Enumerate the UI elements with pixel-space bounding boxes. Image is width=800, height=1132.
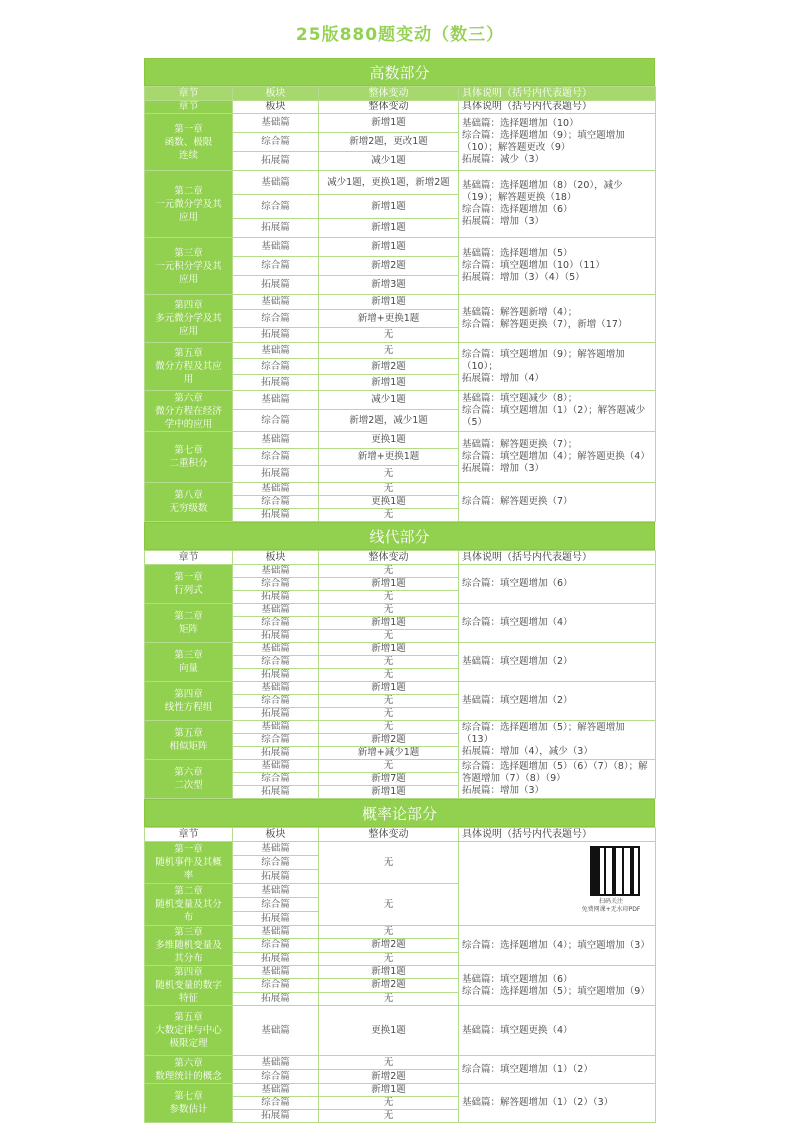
block-label: 综合篇 [233, 310, 319, 328]
block-label: 基础篇 [233, 884, 319, 898]
block-label: 拓展篇 [233, 591, 319, 604]
table-row [145, 114, 656, 133]
change-summary: 无 [319, 591, 459, 604]
detail-text: 基础篇：填空题减少（8）； 综合篇：填空题增加（1）（2）；解答题减少（5） [459, 391, 656, 432]
block-label: 综合篇 [233, 656, 319, 669]
table-row [145, 391, 656, 410]
change-summary: 新增2题 [319, 257, 459, 276]
chapter-title: 第一章 行列式 [145, 565, 233, 604]
column-header: 整体变动 [319, 828, 459, 842]
block-label: 基础篇 [233, 842, 319, 856]
block-label: 基础篇 [233, 721, 319, 734]
detail-text: 基础篇：选择题增加（8）（20），减少（19）；解答题更换（18） 综合篇：选择题增加（6） 拓展篇：增加（3） [459, 171, 656, 238]
change-table [144, 58, 655, 1123]
block-label: 综合篇 [233, 979, 319, 992]
table-row [145, 643, 656, 656]
chapter-title: 第五章 大数定律与中心 极限定理 [145, 1006, 233, 1056]
change-summary: 新增2题 [319, 359, 459, 375]
chapter-title: 第四章 线性方程组 [145, 682, 233, 721]
change-summary: 无 [319, 565, 459, 578]
block-label: 基础篇 [233, 682, 319, 695]
change-summary: 无 [319, 842, 459, 884]
block-label: 基础篇 [233, 171, 319, 195]
chapter-title: 第七章 二重积分 [145, 432, 233, 483]
change-summary: 更换1题 [319, 432, 459, 449]
table-row [145, 1084, 656, 1097]
block-label: 基础篇 [233, 238, 319, 257]
table-row [145, 171, 656, 195]
chapter-title: 第四章 随机变量的数字 特征 [145, 966, 233, 1006]
change-summary: 无 [319, 656, 459, 669]
detail-text: 基础篇：填空题更换（4） [459, 1006, 656, 1056]
change-summary: 无 [319, 343, 459, 359]
change-summary: 新增1题 [319, 295, 459, 310]
column-header: 章节 [145, 101, 233, 114]
column-header: 板块 [233, 87, 319, 101]
change-summary: 更换1题 [319, 496, 459, 509]
change-summary: 无 [319, 695, 459, 708]
change-summary: 新增1题 [319, 1084, 459, 1097]
change-summary: 新增+更换1题 [319, 310, 459, 328]
block-label: 基础篇 [233, 1056, 319, 1070]
block-label: 拓展篇 [233, 152, 319, 171]
detail-text: 综合篇：填空题增加（4） [459, 604, 656, 643]
detail-text [459, 842, 656, 926]
block-label: 拓展篇 [233, 509, 319, 522]
qr-code-icon[interactable] [590, 846, 640, 896]
block-label: 拓展篇 [233, 276, 319, 295]
block-label: 基础篇 [233, 343, 319, 359]
column-header: 板块 [233, 101, 319, 114]
block-label: 综合篇 [233, 695, 319, 708]
column-header: 具体说明（括号内代表题号） [459, 101, 656, 114]
table-row [145, 966, 656, 979]
block-label: 拓展篇 [233, 912, 319, 926]
block-label: 综合篇 [233, 856, 319, 870]
block-label: 综合篇 [233, 410, 319, 432]
chapter-title: 第六章 二次型 [145, 760, 233, 799]
section-title: 线代部分 [144, 522, 655, 550]
chapter-title: 第三章 一元积分学及其 应用 [145, 238, 233, 295]
table-row [145, 1056, 656, 1070]
detail-text: 基础篇：解答题新增（4）； 综合篇：解答题更换（7），新增（17） [459, 295, 656, 343]
change-summary: 无 [319, 926, 459, 939]
table-row [145, 295, 656, 310]
table-row [145, 432, 656, 449]
block-label: 基础篇 [233, 432, 319, 449]
change-summary: 无 [319, 1097, 459, 1110]
column-header: 具体说明（括号内代表题号） [459, 87, 656, 101]
change-summary: 新增1题 [319, 578, 459, 591]
column-header: 具体说明（括号内代表题号） [459, 828, 656, 842]
change-summary: 新增2题 [319, 939, 459, 952]
block-label: 基础篇 [233, 604, 319, 617]
detail-text: 基础篇：解答题增加（1）（2）（3） [459, 1084, 656, 1123]
change-summary: 新增+更换1题 [319, 449, 459, 466]
change-summary: 新增2题 [319, 1070, 459, 1084]
chapter-title: 第四章 多元微分学及其 应用 [145, 295, 233, 343]
change-summary: 新增2题 [319, 734, 459, 747]
section-title: 概率论部分 [144, 799, 655, 827]
block-label: 综合篇 [233, 359, 319, 375]
block-label: 拓展篇 [233, 1110, 319, 1123]
detail-text: 综合篇：选择题增加（5）；解答题增加（13） 拓展篇：增加（4），减少（3） [459, 721, 656, 760]
change-summary: 无 [319, 328, 459, 343]
detail-text: 基础篇：选择题增加（5） 综合篇：填空题增加（10）（11） 拓展篇：增加（3）（4）（5） [459, 238, 656, 295]
block-label: 综合篇 [233, 1070, 319, 1084]
chapter-title: 第二章 一元微分学及其 应用 [145, 171, 233, 238]
detail-text: 综合篇：选择题增加（4）；填空题增加（3） [459, 926, 656, 966]
table-row [145, 926, 656, 939]
block-label: 基础篇 [233, 391, 319, 410]
table-row [145, 842, 656, 856]
change-summary: 新增1题 [319, 786, 459, 799]
table-row [145, 483, 656, 496]
detail-text: 基础篇：选择题增加（10） 综合篇：选择题增加（9）；填空题增加（10）；解答题更改（9） 拓展篇：减少（3） [459, 114, 656, 171]
block-label: 拓展篇 [233, 952, 319, 965]
section-table [144, 86, 656, 522]
qr-caption: 扫码关注 [598, 898, 623, 905]
change-summary: 新增3题 [319, 276, 459, 295]
block-label: 综合篇 [233, 133, 319, 152]
block-label: 综合篇 [233, 1097, 319, 1110]
change-summary: 减少1题 [319, 391, 459, 410]
block-label: 拓展篇 [233, 747, 319, 760]
column-header: 整体变动 [319, 551, 459, 565]
change-summary: 无 [319, 604, 459, 617]
block-label: 基础篇 [233, 926, 319, 939]
block-label: 拓展篇 [233, 669, 319, 682]
change-summary: 新增1题 [319, 617, 459, 630]
column-header: 具体说明（括号内代表题号） [459, 551, 656, 565]
change-summary: 无 [319, 669, 459, 682]
block-label: 综合篇 [233, 734, 319, 747]
change-summary: 新增1题 [319, 643, 459, 656]
block-label: 基础篇 [233, 760, 319, 773]
column-header: 章节 [145, 87, 233, 101]
change-summary: 无 [319, 952, 459, 965]
block-label: 综合篇 [233, 773, 319, 786]
block-label: 基础篇 [233, 1006, 319, 1056]
chapter-title: 第三章 多维随机变量及 其分布 [145, 926, 233, 966]
detail-text: 综合篇：选择题增加（5）（6）（7）（8）；解答题增加（7）（8）（9） 拓展篇：增加（3） [459, 760, 656, 799]
chapter-title: 第一章 随机事件及其概 率 [145, 842, 233, 884]
change-summary: 新增+减少1题 [319, 747, 459, 760]
detail-text: 基础篇：填空题增加（6） 综合篇：选择题增加（5）；填空题增加（9） [459, 966, 656, 1006]
chapter-title: 第五章 微分方程及其应 用 [145, 343, 233, 391]
chapter-title: 第七章 参数估计 [145, 1084, 233, 1123]
change-summary: 无 [319, 708, 459, 721]
qr-caption-sub: 免费网课+无水印PDF [581, 906, 641, 913]
block-label: 拓展篇 [233, 375, 319, 391]
block-label: 基础篇 [233, 114, 319, 133]
chapter-title: 第六章 数理统计的概念 [145, 1056, 233, 1084]
table-row [145, 1006, 656, 1056]
block-label: 综合篇 [233, 617, 319, 630]
block-label: 基础篇 [233, 565, 319, 578]
change-summary: 无 [319, 630, 459, 643]
table-row [145, 760, 656, 773]
change-summary: 无 [319, 466, 459, 483]
block-label: 拓展篇 [233, 786, 319, 799]
block-label: 拓展篇 [233, 328, 319, 343]
change-summary: 新增1题 [319, 219, 459, 238]
detail-text: 基础篇：填空题增加（2） [459, 682, 656, 721]
page-title: 25版880题变动（数三） [295, 25, 505, 45]
change-summary: 新增2题，减少1题 [319, 410, 459, 432]
chapter-title: 第二章 随机变量及其分 布 [145, 884, 233, 926]
column-header: 板块 [233, 828, 319, 842]
block-label: 拓展篇 [233, 708, 319, 721]
section-table [144, 550, 656, 799]
column-header: 章节 [145, 551, 233, 565]
block-label: 基础篇 [233, 295, 319, 310]
section-title: 高数部分 [144, 58, 655, 86]
table-row [145, 682, 656, 695]
detail-text: 综合篇：填空题增加（9）；解答题增加（10）； 拓展篇：增加（4） [459, 343, 656, 391]
chapter-title: 第二章 矩阵 [145, 604, 233, 643]
chapter-title: 第八章 无穷级数 [145, 483, 233, 522]
detail-text: 综合篇：解答题更换（7） [459, 483, 656, 522]
change-summary: 无 [319, 509, 459, 522]
block-label: 拓展篇 [233, 630, 319, 643]
table-row [145, 343, 656, 359]
detail-text: 基础篇：解答题更换（7）； 综合篇：填空题增加（4）；解答题更换（4） 拓展篇：增加（3） [459, 432, 656, 483]
table-row [145, 238, 656, 257]
change-summary: 减少1题 [319, 152, 459, 171]
change-summary: 无 [319, 884, 459, 926]
change-summary: 新增7题 [319, 773, 459, 786]
table-row [145, 565, 656, 578]
chapter-title: 第一章 函数、极限 连续 [145, 114, 233, 171]
block-label: 拓展篇 [233, 992, 319, 1005]
detail-text: 综合篇：填空题增加（6） [459, 565, 656, 604]
change-summary: 新增1题 [319, 682, 459, 695]
change-summary: 无 [319, 760, 459, 773]
column-header: 章节 [145, 828, 233, 842]
block-label: 基础篇 [233, 643, 319, 656]
change-summary: 新增1题 [319, 375, 459, 391]
change-summary: 无 [319, 483, 459, 496]
detail-text: 基础篇：填空题增加（2） [459, 643, 656, 682]
change-summary: 减少1题，更换1题，新增2题 [319, 171, 459, 195]
block-label: 拓展篇 [233, 466, 319, 483]
table-row [145, 721, 656, 734]
change-summary: 无 [319, 1056, 459, 1070]
change-summary: 新增1题 [319, 238, 459, 257]
change-summary: 新增2题 [319, 979, 459, 992]
chapter-title: 第三章 向量 [145, 643, 233, 682]
block-label: 综合篇 [233, 898, 319, 912]
block-label: 基础篇 [233, 1084, 319, 1097]
change-summary: 无 [319, 992, 459, 1005]
block-label: 综合篇 [233, 496, 319, 509]
change-summary: 新增2题，更改1题 [319, 133, 459, 152]
detail-text: 综合篇：填空题增加（1）（2） [459, 1056, 656, 1084]
block-label: 综合篇 [233, 195, 319, 219]
chapter-title: 第五章 相似矩阵 [145, 721, 233, 760]
block-label: 拓展篇 [233, 219, 319, 238]
table-row [145, 604, 656, 617]
change-summary: 更换1题 [319, 1006, 459, 1056]
block-label: 综合篇 [233, 449, 319, 466]
change-summary: 无 [319, 721, 459, 734]
column-header: 整体变动 [319, 101, 459, 114]
change-summary: 新增1题 [319, 114, 459, 133]
column-header: 整体变动 [319, 87, 459, 101]
block-label: 拓展篇 [233, 870, 319, 884]
block-label: 综合篇 [233, 578, 319, 591]
section-table [144, 827, 656, 1123]
block-label: 综合篇 [233, 257, 319, 276]
change-summary: 新增1题 [319, 195, 459, 219]
column-header: 板块 [233, 551, 319, 565]
change-summary: 新增1题 [319, 966, 459, 979]
change-summary: 无 [319, 1110, 459, 1123]
block-label: 基础篇 [233, 483, 319, 496]
block-label: 综合篇 [233, 939, 319, 952]
chapter-title: 第六章 微分方程在经济 学中的应用 [145, 391, 233, 432]
block-label: 基础篇 [233, 966, 319, 979]
